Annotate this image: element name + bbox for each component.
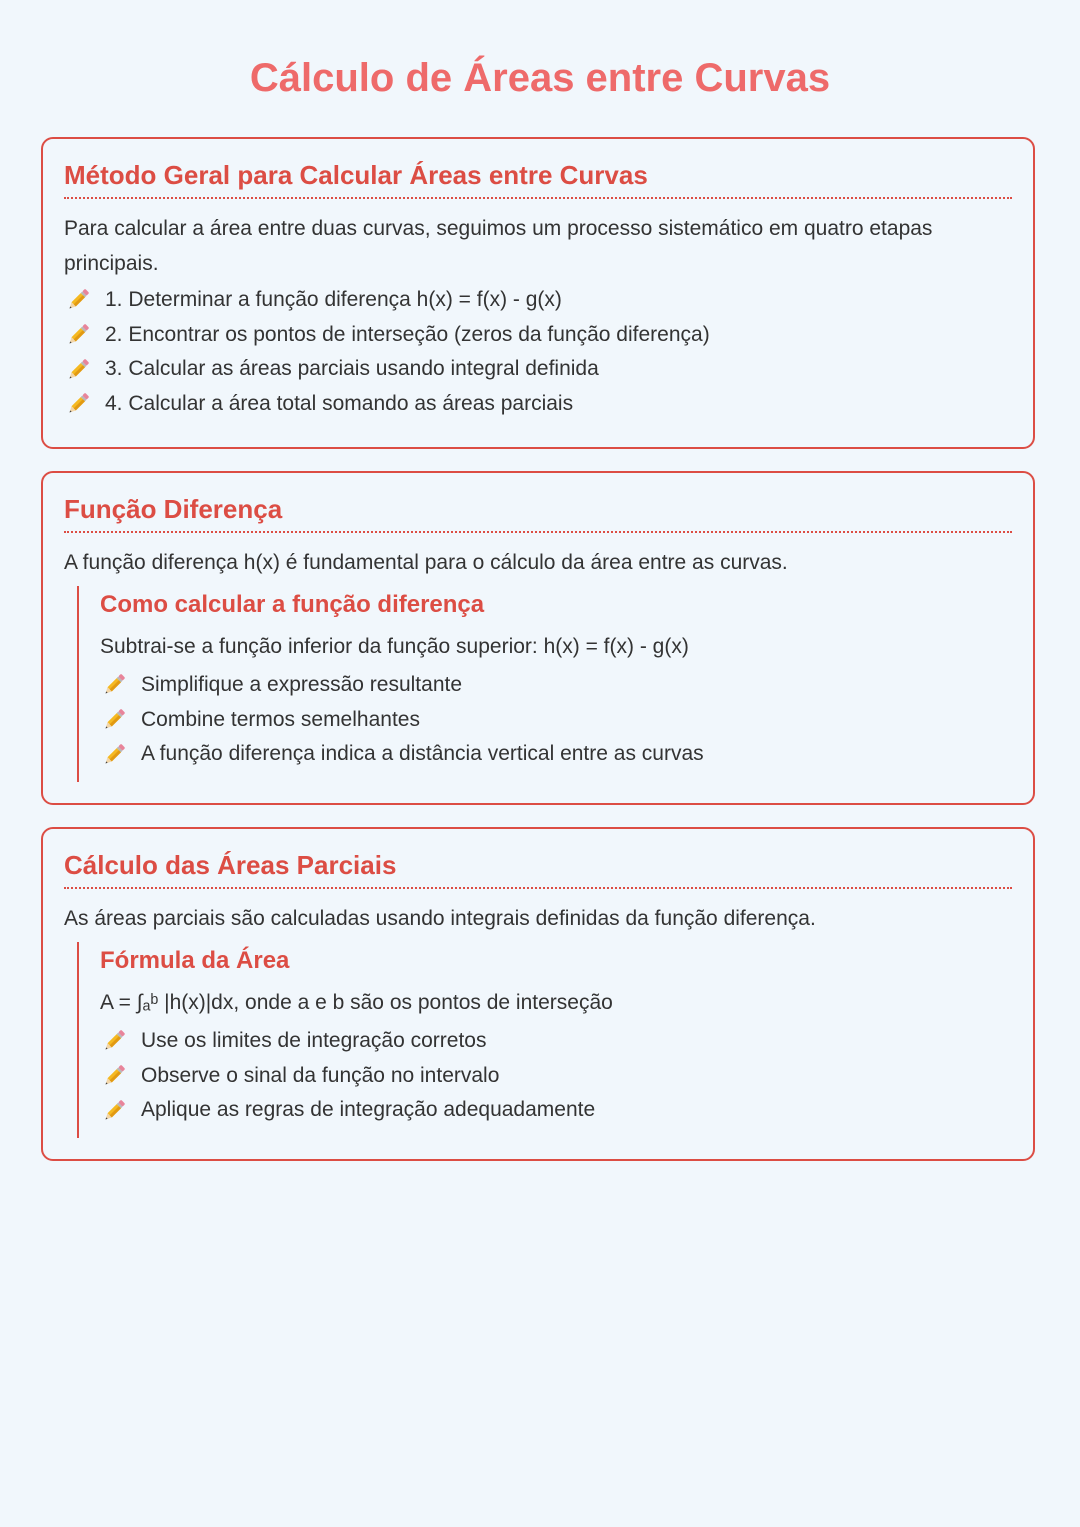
list-item-text: Combine termos semelhantes <box>141 707 420 731</box>
list-item <box>100 1093 1012 1128</box>
tips-list <box>100 668 1012 772</box>
section-title: Cálculo das Áreas Parciais <box>64 847 1012 889</box>
section-funcao-diferenca <box>41 471 1035 805</box>
pencil-icon <box>100 671 128 699</box>
pencil-icon <box>100 741 128 769</box>
tips-list <box>100 1024 1012 1128</box>
list-item <box>100 1024 1012 1059</box>
list-item-text: Aplique as regras de integração adequadamente <box>141 1098 596 1122</box>
subsection-title: Como calcular a função diferença <box>100 591 485 618</box>
subsection-text: Subtrai-se a função inferior da função superior: h(x) = f(x) - g(x) <box>100 635 689 658</box>
pencil-icon <box>100 706 128 734</box>
pencil-icon <box>100 1097 128 1125</box>
section-metodo-geral <box>41 137 1035 449</box>
section-title: Método Geral para Calcular Áreas entre Curvas <box>64 157 1012 199</box>
list-item-text: 2. Encontrar os pontos de interseção (zeros da função diferença) <box>105 322 710 346</box>
list-item <box>100 668 1012 703</box>
list-item <box>100 737 1012 772</box>
pencil-icon <box>100 1027 128 1055</box>
list-item <box>100 1059 1012 1094</box>
section-title: Função Diferença <box>64 491 1012 533</box>
section-intro: A função diferença h(x) é fundamental para o cálculo da área entre as curvas. <box>64 551 788 574</box>
pencil-icon <box>100 1062 128 1090</box>
list-item-text: Simplifique a expressão resultante <box>141 673 463 696</box>
list-item <box>64 283 1012 318</box>
list-item-text: Use os limites de integração corretos <box>141 1029 487 1052</box>
section-intro: As áreas parciais são calculadas usando integrais definidas da função diferença. <box>64 907 816 930</box>
list-item-text: Observe o sinal da função no intervalo <box>141 1063 500 1087</box>
section-areas-parciais <box>41 827 1035 1161</box>
subsection-formula-area <box>77 942 1012 1138</box>
pencil-icon <box>64 390 92 418</box>
steps-list <box>64 283 1012 422</box>
list-item <box>64 387 1012 422</box>
pencil-icon <box>64 286 92 314</box>
pencil-icon <box>64 321 92 349</box>
list-item <box>64 352 1012 387</box>
list-item-text: 4. Calcular a área total somando as áreas parciais <box>105 392 574 416</box>
page-title: Cálculo de Áreas entre Curvas <box>249 56 831 100</box>
section-intro: Para calcular a área entre duas curvas, seguimos um processo sistemático em quatro etapas principais. <box>64 217 933 275</box>
list-item-text: 1. Determinar a função diferença h(x) = f(x) - g(x) <box>105 288 562 311</box>
subsection-title: Fórmula da Área <box>100 947 290 974</box>
list-item-text: A função diferença indica a distância vertical entre as curvas <box>141 742 704 766</box>
pencil-icon <box>64 356 92 384</box>
subsection-como-calcular <box>77 586 1012 782</box>
list-item-text: 3. Calcular as áreas parciais usando integral definida <box>105 357 599 381</box>
list-item <box>64 318 1012 353</box>
formula-text: A = ∫ₐᵇ |h(x)|dx, onde a e b são os pontos de interseção <box>100 991 613 1014</box>
list-item <box>100 703 1012 738</box>
